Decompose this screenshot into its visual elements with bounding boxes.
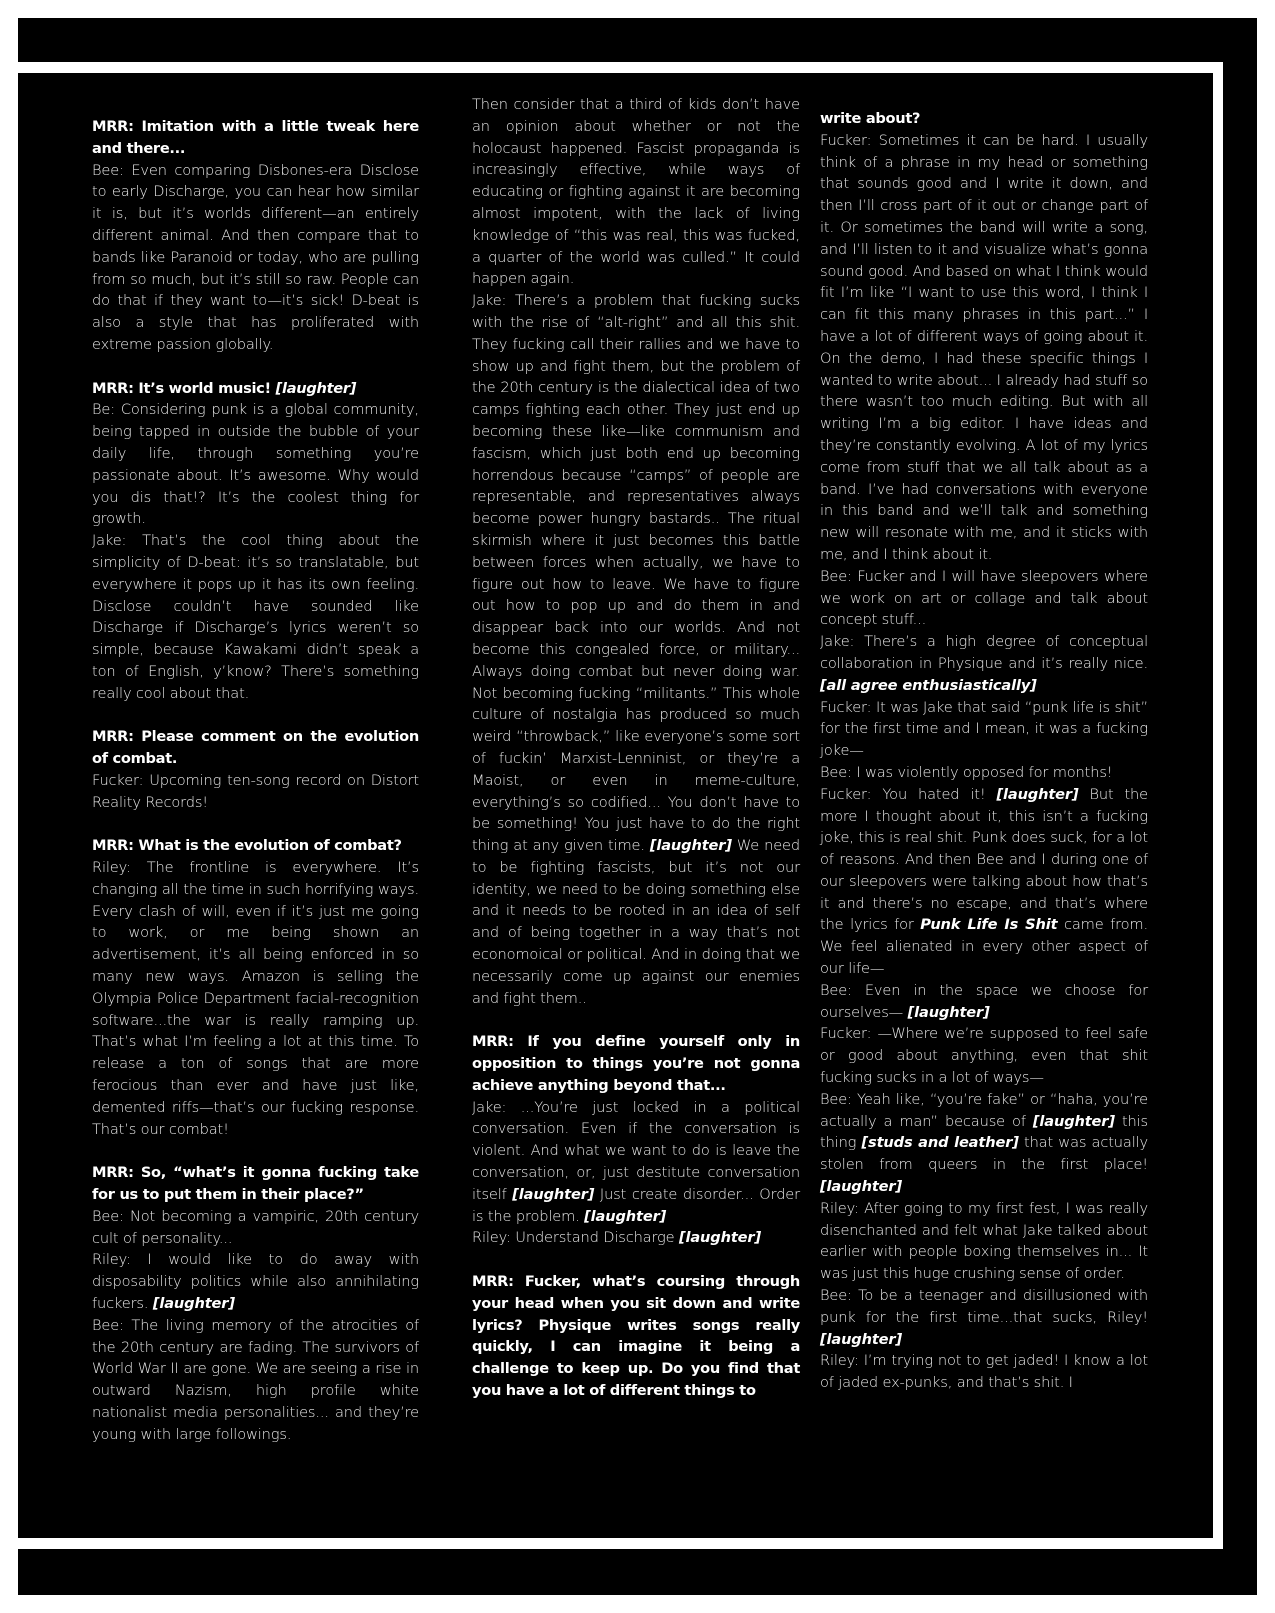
article-column-1: [92, 116, 419, 1446]
interview-answer: [820, 1089, 1148, 1198]
interview-answer: [820, 1350, 1148, 1394]
emphasis-text: [laughter]: [275, 379, 357, 397]
interview-question: MRR: If you define yourself only in opposition to things you’re not gonna achieve anything beyond that...: [472, 1033, 800, 1094]
body-text: Bee: Not becoming a vampiric, 20th century cult of personality...: [92, 1207, 419, 1247]
interview-answer: [472, 94, 800, 290]
body-text: Bee: To be a teenager and disillusioned with punk for the first time...that sucks, Riley!: [820, 1287, 1148, 1326]
body-text: Bee: Even comparing Disbones-era Disclose to early Discharge, you can hear how similar it is, but it’s worlds different—an entirely different animal. And then compare that to bands like Paranoid or today, who are pulling from so much, but it’s still so raw. People can do that if they want to—it’s sick! D-beat is also a style that has proliferated with extreme passion globally.: [92, 161, 419, 353]
body-text: Bee: Fucker and I will have sleepovers where we work on art or collage and talk about concept stuff...: [820, 567, 1148, 629]
body-text: Fucker: Upcoming ten-song record on Distort Reality Records!: [92, 771, 419, 811]
body-text: Bee: Yeah like, “you’re fake” or “haha, you’re actually a man” because of: [820, 1090, 1148, 1130]
interview-question: MRR: Fucker, what’s coursing through your head when you sit down and write lyrics? Physique writes songs really quickly, I can imagine it being a challenge to keep up. Do you find that you have a lot of different things to: [472, 1273, 800, 1400]
body-text: that was actually stolen from queers in the first place!: [820, 1134, 1148, 1174]
emphasis-text: [laughter]: [512, 1185, 595, 1203]
interview-answer: [820, 697, 1148, 762]
emphasis-text: [laughter]: [678, 1229, 761, 1247]
body-text: Riley: I would like to do away with disposability politics while also annihilating fuckers.: [92, 1251, 419, 1313]
body-text: Riley: After going to my first fest, I was really disenchanted and felt what Jake talked about earlier with people boxing themselves in... It was just this huge crushing sense of order.: [820, 1199, 1148, 1283]
body-text: Fucker: It was Jake that said “punk life is shit” for the first time and I mean, it was a fucking joke—: [820, 698, 1148, 760]
paragraph-spacer: [92, 356, 419, 378]
body-text: Jake: There’s a problem that fucking sucks with the rise of “alt-right” and all this shit. They fucking call their rallies and we have to show up and fight them, but the problem of the 20th century is the dialectical idea of two camps fighting each other. They just end up becoming these like—like communism and fascism, which just both end up becoming horrendous because “camps” of people are representable, and representatives always become power hungry bastards.. The ritual skirmish where it just becomes this battle between forces when actually, we have to figure out how to leave. We have to figure out how to pop up and do them in and disappear back into our worlds. And not become this congealed force, or military... Always doing combat but never doing war. Not becoming fucking “militants.” This whole culture of nostalgia has produced so much weird “throwback,” like everyone’s some sort of fuckin’ Marxist-Lenninist, or they’re a Maoist, or even in meme-culture, everything’s so codified... You don’t have to be something! You just have to do the right thing at any given time.: [472, 292, 800, 855]
article-column-2: [472, 94, 800, 1402]
interview-answer: [92, 770, 419, 814]
body-text: this thing: [820, 1112, 1148, 1152]
body-text: Be: Considering punk is a global community, being tapped in outside the bubble of your daily life, through something you’re passionate about. It’s awesome. Why would you dis that!? It’s the coolest thing for growth.: [92, 401, 419, 528]
interview-question: MRR: Please comment on the evolution of combat.: [92, 728, 419, 768]
body-text: Then consider that a third of kids don’t have an opinion about whether or not the holocaust happened. Fascist propaganda is increasingly effective, while ways of educating or fighting against it are becoming almost impotent, with the lack of living knowledge of “this was real, this was fucked, a quarter of the world was culled.” It could happen again.: [472, 96, 800, 288]
interview-answer: [92, 1315, 419, 1446]
body-text: Jake: ...You’re just locked in a political conversation. Even if the conversation is violent. And what we want to do is leave the conversation, or, just destitute conversation itself: [472, 1098, 800, 1203]
interview-answer: [820, 784, 1148, 980]
body-text: Riley: The frontline is everywhere. It’s changing all the time in such horrifying ways. Every clash of will, even if it’s just me going to work, or me being shown an advertisement, it’s all being enforced in so many new ways. Amazon is selling the Olympia Police Department facial-recognition software...the war is really ramping up. That’s what I’m feeling a lot at this time. To release a ton of songs that are more ferocious than ever and have just like, demented riffs—that’s our fucking response. That’s our combat!: [92, 859, 419, 1138]
body-text: Jake: That’s the cool thing about the simplicity of D-beat: it’s so translatable, but everywhere it pops up it has its own feeling. Disclose couldn’t have sounded like Discharge if Discharge’s lyrics weren’t so simple, because Kawakami didn’t speak a ton of English, y’know? There’s something really cool about that.: [92, 532, 419, 702]
body-text: MRR: It’s world music!: [92, 379, 276, 397]
interview-question: MRR: So, “what’s it gonna fucking take for us to put them in their place?”: [92, 1164, 419, 1204]
body-text: Bee: The living memory of the atrocities of the 20th century are fading. The survivors of World War II are gone. We are seeing a rise in outward Nazism, high profile white nationalist media personalities... and they’re young with large followings.: [92, 1316, 419, 1443]
body-text: Riley: Understand Discharge: [472, 1229, 679, 1247]
interview-answer: [472, 1097, 800, 1228]
interview-answer: [820, 762, 1148, 784]
interview-answer: [472, 290, 800, 1009]
paragraph-spacer: [472, 1249, 800, 1271]
interview-answer: [820, 566, 1148, 631]
interview-answer: [820, 1285, 1148, 1350]
interview-answer: [820, 980, 1148, 1024]
interview-answer: [820, 631, 1148, 696]
emphasis-text: [laughter]: [152, 1295, 235, 1313]
emphasis-text: [laughter]: [1032, 1112, 1115, 1130]
interview-answer: [92, 857, 419, 1140]
paragraph-spacer: [92, 814, 419, 836]
emphasis-text: Punk Life Is Shit: [920, 916, 1058, 934]
interview-answer: [92, 399, 419, 530]
interview-answer: [92, 160, 419, 356]
body-text: Bee: I was violently opposed for months!: [820, 763, 1113, 781]
emphasis-text: [laughter]: [649, 837, 732, 855]
body-text: Just create disorder... Order is the problem.: [472, 1185, 800, 1225]
interview-answer: [820, 130, 1148, 566]
article-column-3: [820, 108, 1148, 1394]
body-text: Bee: Even in the space we choose for ourselves—: [820, 981, 1148, 1021]
interview-question: MRR: Imitation with a little tweak here and there...: [92, 118, 419, 157]
body-text: But the more I thought about it, this isn’t a fucking joke, this is real shit. Punk does suck, for a lot of reasons. And then Bee and I during one of our sleepovers were talking about how that’s it and there’s no escape, and that’s where the lyrics for: [820, 785, 1148, 934]
paragraph-spacer: [92, 1140, 419, 1162]
emphasis-text: [laughter]: [996, 785, 1079, 803]
body-text: Fucker: You hated it!: [820, 785, 997, 803]
emphasis-text: [all agree enthusiastically]: [820, 676, 1037, 694]
emphasis-text: [laughter]: [820, 1330, 902, 1348]
body-text: Riley: I’m trying not to get jaded! I know a lot of jaded ex-punks, and that’s shit. I: [820, 1352, 1148, 1392]
interview-answer: [472, 1227, 800, 1249]
body-text: We need to be fighting fascists, but it’s not our identity, we need to be doing something else and it needs to be rooted in an idea of self and of being together in a way that’s not economoical or political. And in doing that we necessarily come up against our enemies and fight them..: [472, 837, 800, 1007]
body-text: Fucker: —Where we’re supposed to feel safe or good about anything, even that shit fucking sucks in a lot of ways—: [820, 1025, 1148, 1087]
interview-question: write about?: [820, 110, 921, 127]
body-text: Fucker: Sometimes it can be hard. I usually think of a phrase in my head or something that sounds good and I write it down, and then I’ll cross part of it out or change part of it. Or sometimes the band will write a song, and I’ll listen to it and visualize what’s gonna sound good. And based on what I think would fit I’m like “I want to use this word, I think I can fit this many phrases in this part...” I have a lot of different ways of going about it. On the demo, I had these specific things I wanted to write about... I already had stuff so there wasn’t too much editing. But with all writing I’m a big editor. I have ideas and they’re constantly evolving. A lot of my lyrics come from stuff that we all talk about as a band. I’ve had conversations with everyone in this band and we’ll talk and something new will resonate with me, and it sticks with me, and I think about it.: [820, 131, 1148, 563]
body-text: Jake: There’s a high degree of conceptual collaboration in Physique and it’s really nice.: [820, 633, 1148, 672]
interview-answer: [92, 1249, 419, 1314]
body-text: came from. We feel alienated in every other aspect of our life—: [820, 916, 1148, 978]
interview-answer: [820, 1023, 1148, 1088]
emphasis-text: [laughter]: [907, 1003, 990, 1021]
paragraph-spacer: [472, 1009, 800, 1031]
interview-answer: [820, 1198, 1148, 1285]
paragraph-spacer: [92, 705, 419, 727]
interview-answer: [92, 530, 419, 704]
interview-question: MRR: What is the evolution of combat?: [92, 837, 402, 855]
emphasis-text: [laughter]: [584, 1207, 667, 1225]
interview-answer: [92, 1206, 419, 1250]
emphasis-text: [studs and leather]: [861, 1134, 1019, 1152]
interview-question: [92, 378, 419, 400]
emphasis-text: [laughter]: [820, 1178, 902, 1196]
